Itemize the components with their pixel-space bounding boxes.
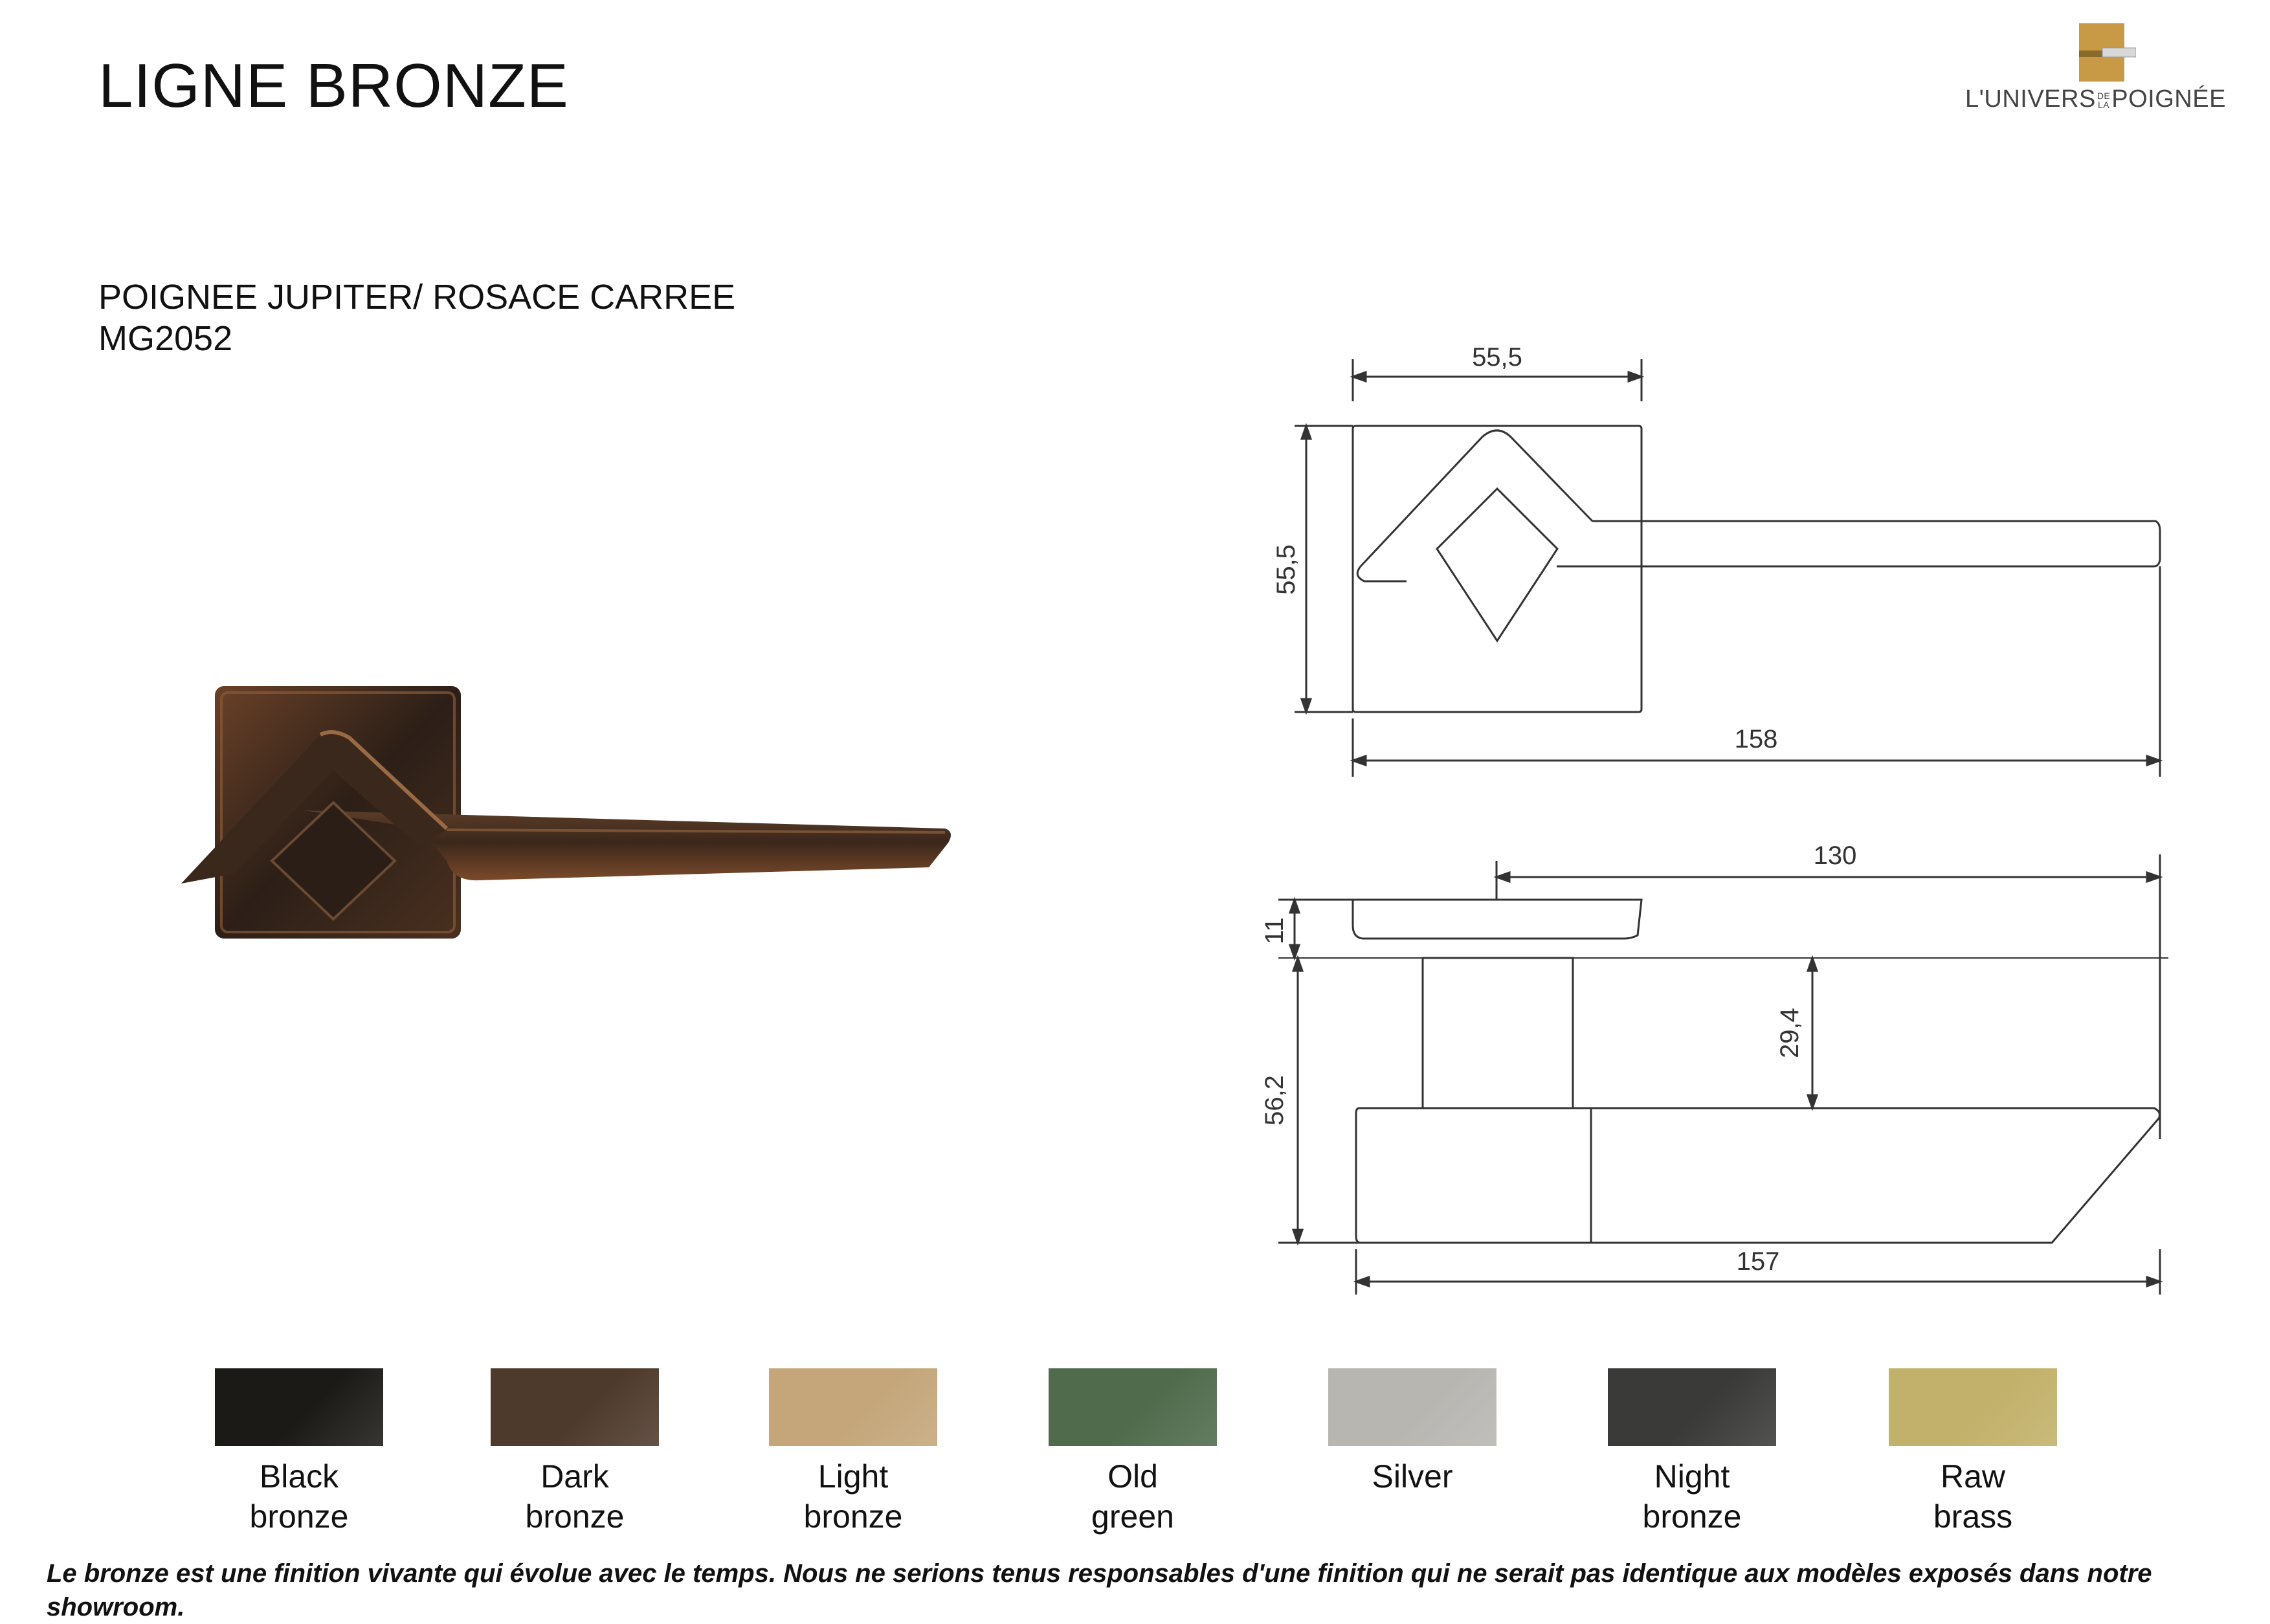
finish-label-line1: Silver [1372,1458,1453,1495]
finish-label [465,1456,685,1537]
finish-swatch [769,1368,937,1446]
finish-swatch [491,1368,659,1446]
finish-label-line2: brass [1933,1498,2013,1535]
finish-label-line2: bronze [1642,1498,1742,1535]
finish-disclaimer: Le bronze est une finition vivante qui évolue avec le temps. Nous ne serions tenus responsables d'une finition qui ne serait pas identique aux modèles exposés dans notre showroom. [47,1559,2152,1621]
logo-handle-icon [2079,23,2136,82]
finish-label [1863,1456,2083,1537]
product-name: POIGNEE JUPITER/ ROSACE CARREE [98,278,736,317]
finish-label-line2: bronze [525,1498,625,1535]
dim-top-length: 158 [1734,725,1778,753]
finish-label-line1: Raw [1940,1458,2006,1495]
finish-label [743,1456,963,1537]
product-photo [175,673,971,958]
logo-wordmark: L'UNIVERS DE LAPOIGNÉE [1965,85,2226,113]
finish-label [189,1456,409,1537]
finish-swatch [215,1368,383,1446]
dim-side-neck-height: 29,4 [1775,1008,1804,1058]
finish-label-line1: Light [818,1458,889,1495]
finish-swatch [1328,1368,1497,1446]
finish-label-line2: green [1091,1498,1174,1535]
page-title: LIGNE BRONZE [98,51,569,120]
dim-top-width: 55,5 [1472,343,1522,372]
dim-side-projection: 130 [1813,841,1857,870]
product-reference: MG2052 [98,319,233,358]
dim-side-length: 157 [1736,1247,1780,1276]
finish-label-line2: bronze [803,1498,903,1535]
finish-label [1302,1456,1522,1496]
finish-label-line1: Dark [540,1458,609,1495]
finish-label-line1: Old [1107,1458,1158,1495]
technical-drawing-front-view [1249,343,2168,783]
dim-side-rose-thickness: 11 [1260,917,1289,944]
finish-label-line2: bronze [249,1498,349,1535]
finish-swatch [1889,1368,2057,1446]
brand-logo [1961,21,2246,118]
finish-label [1582,1456,1802,1537]
finish-label [1023,1456,1243,1537]
finish-swatch [1608,1368,1776,1446]
dim-side-total-height: 56,2 [1260,1075,1289,1126]
dim-top-height: 55,5 [1272,544,1300,595]
finish-swatch [1049,1368,1217,1446]
finish-label-line1: Black [259,1458,339,1495]
technical-drawing-side-view [1249,829,2168,1295]
finish-label-line1: Night [1654,1458,1730,1495]
